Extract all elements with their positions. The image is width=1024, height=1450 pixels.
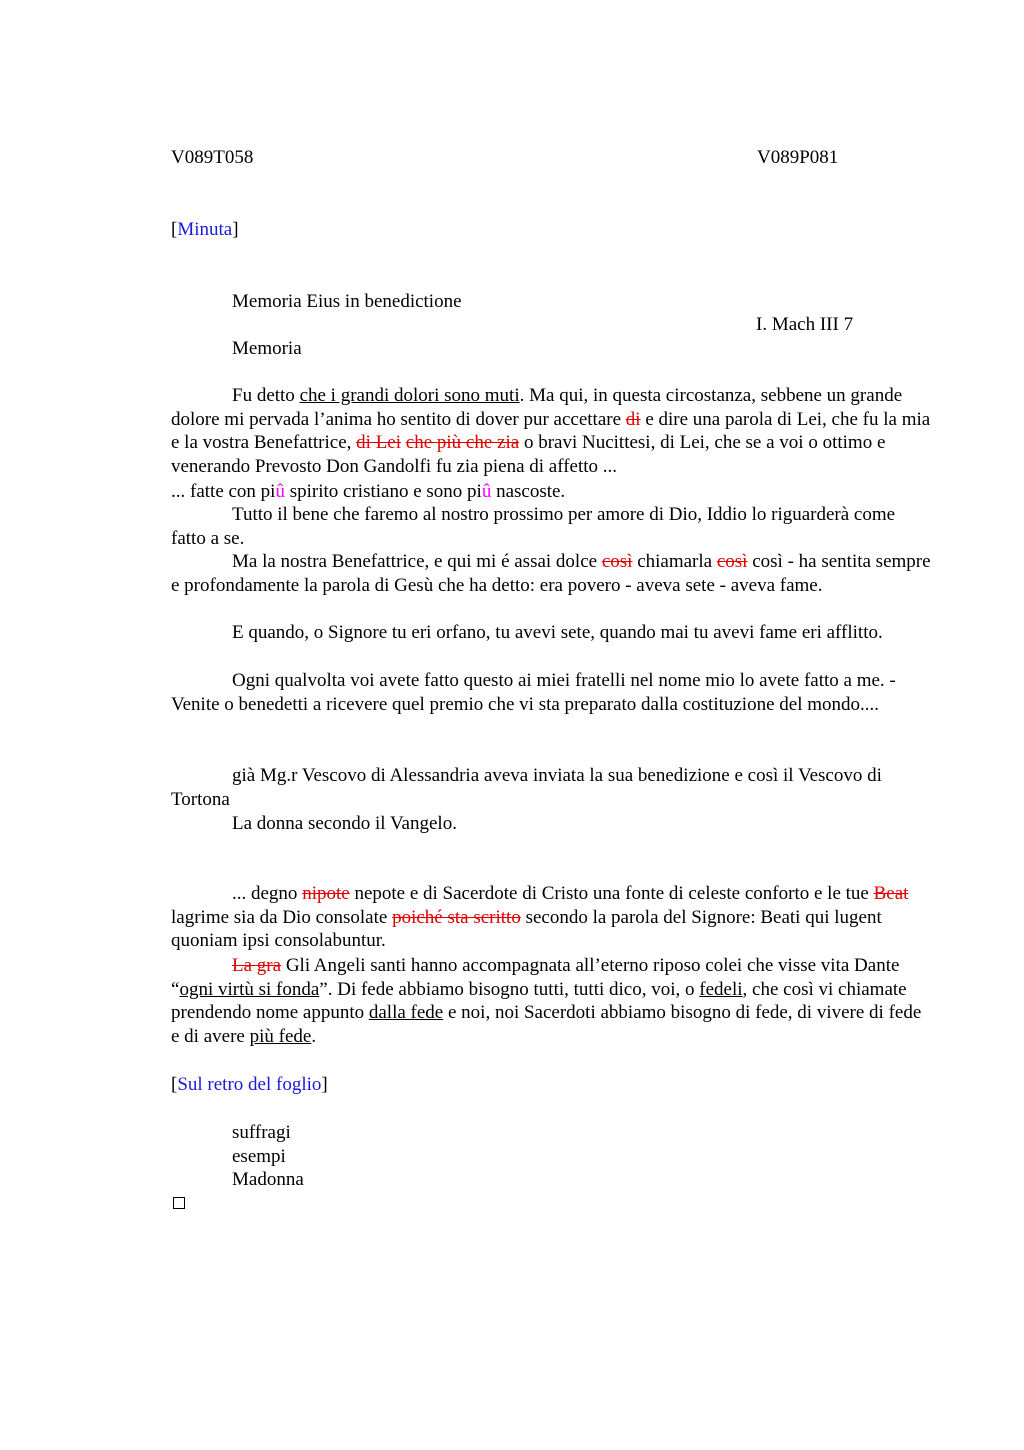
checkbox-square-icon: [173, 1197, 185, 1209]
biblical-reference: I. Mach III 7: [756, 314, 854, 335]
underlined-text: più fede: [249, 1026, 312, 1048]
paragraph-8: La donna secondo il Vangelo.: [232, 813, 457, 834]
deleted-text: poiché sta scritto: [392, 906, 521, 928]
editorial-note-retro: Sul retro del foglio: [177, 1074, 322, 1095]
paragraph-4: Ma la nostra Benefattrice, e qui mi é assai dolce così chiamarla così così - ha sentita sempre e profondamente la parola di Gesù che ha detto: era povero - aveva sete - aveva fame.: [171, 551, 931, 596]
deleted-text: così: [716, 551, 748, 572]
paragraph-10: La gra Gli Angeli santi hanno accompagnata all’eterno riposo colei che visse vita Dante “ogni virtù si fonda”. Di fede abbiamo bisogno tutti, tutti dico, voi, o fedeli, che così vi chiamate prendendo nome appunto dalla fede e noi, noi Sacerdoti abbiamo bisogno di fede, di vivere di fede e di avere più fede.: [171, 955, 922, 1048]
deleted-text: così: [601, 551, 633, 572]
deleted-text: di Lei: [356, 432, 402, 454]
editorial-note-minuta: Minuta: [177, 219, 233, 240]
page-code-right: V089P081: [757, 147, 839, 168]
paragraph-9: ... degno nipote nepote e di Sacerdote di Cristo una fonte di celeste conforto e le tue Beat lagrime sia da Dio consolate poiché sta scritto secondo la parola del Signore: Beati qui lugent quoniam ipsi consolabuntur.: [171, 883, 909, 952]
underlined-text: ogni virtù si fonda: [179, 978, 320, 1000]
title-line: Memoria Eius in benedictione: [232, 291, 462, 312]
paragraph-3: Tutto il bene che faremo al nostro prossimo per amore di Dio, Iddio lo riguarderà come fatto a se.: [171, 504, 896, 549]
paragraph-7: già Mg.r Vescovo di Alessandria aveva inviata la sua benedizione e così il Vescovo di Tortona: [171, 765, 882, 810]
section-minuta: [Minuta]: [171, 219, 239, 240]
section-retro: [Sul retro del foglio]: [171, 1074, 328, 1095]
document-code-left: V089T058: [171, 147, 254, 168]
deleted-text: La gra: [232, 955, 282, 976]
paragraph-1: Fu detto che i grandi dolori sono muti. Ma qui, in questa circostanza, sebbene un grande dolore mi pervada l’anima ho sentito di dover pur accettare di e dire una parola di Lei, che fu la mia e la vostra Benefattrice, di Lei che più che zia o bravi Nucittesi, di Lei, che se a voi o ottimo e venerando Prevosto Don Gandolfi fu zia piena di affetto ...: [171, 385, 931, 478]
paragraph-5: E quando, o Signore tu eri orfano, tu avevi sete, quando mai tu avevi fame eri afflitto.: [232, 622, 883, 643]
deleted-text: Beat: [873, 883, 909, 904]
retro-list-item: esempi: [232, 1146, 286, 1167]
deleted-text: nipote: [302, 883, 350, 904]
underlined-text: dalla fede: [368, 1002, 444, 1024]
deleted-text: di: [625, 408, 641, 430]
special-char: û: [275, 481, 285, 502]
paragraph-2: ... fatte con piû spirito cristiano e sono piû nascoste.: [171, 481, 566, 502]
special-char: û: [481, 481, 492, 502]
underlined-text: che i grandi dolori sono muti: [299, 385, 520, 406]
deleted-text: che più che zia: [405, 432, 520, 454]
retro-list-item: Madonna: [232, 1169, 304, 1190]
underlined-text: fedeli: [699, 978, 743, 1000]
subtitle-line: Memoria: [232, 338, 302, 359]
retro-list-item: suffragi: [232, 1122, 291, 1143]
paragraph-6: Ogni qualvolta voi avete fatto questo ai miei fratelli nel nome mio lo avete fatto a me. - Venite o benedetti a ricevere quel premio che vi sta preparato dalla costituzione del mondo....: [171, 670, 896, 715]
